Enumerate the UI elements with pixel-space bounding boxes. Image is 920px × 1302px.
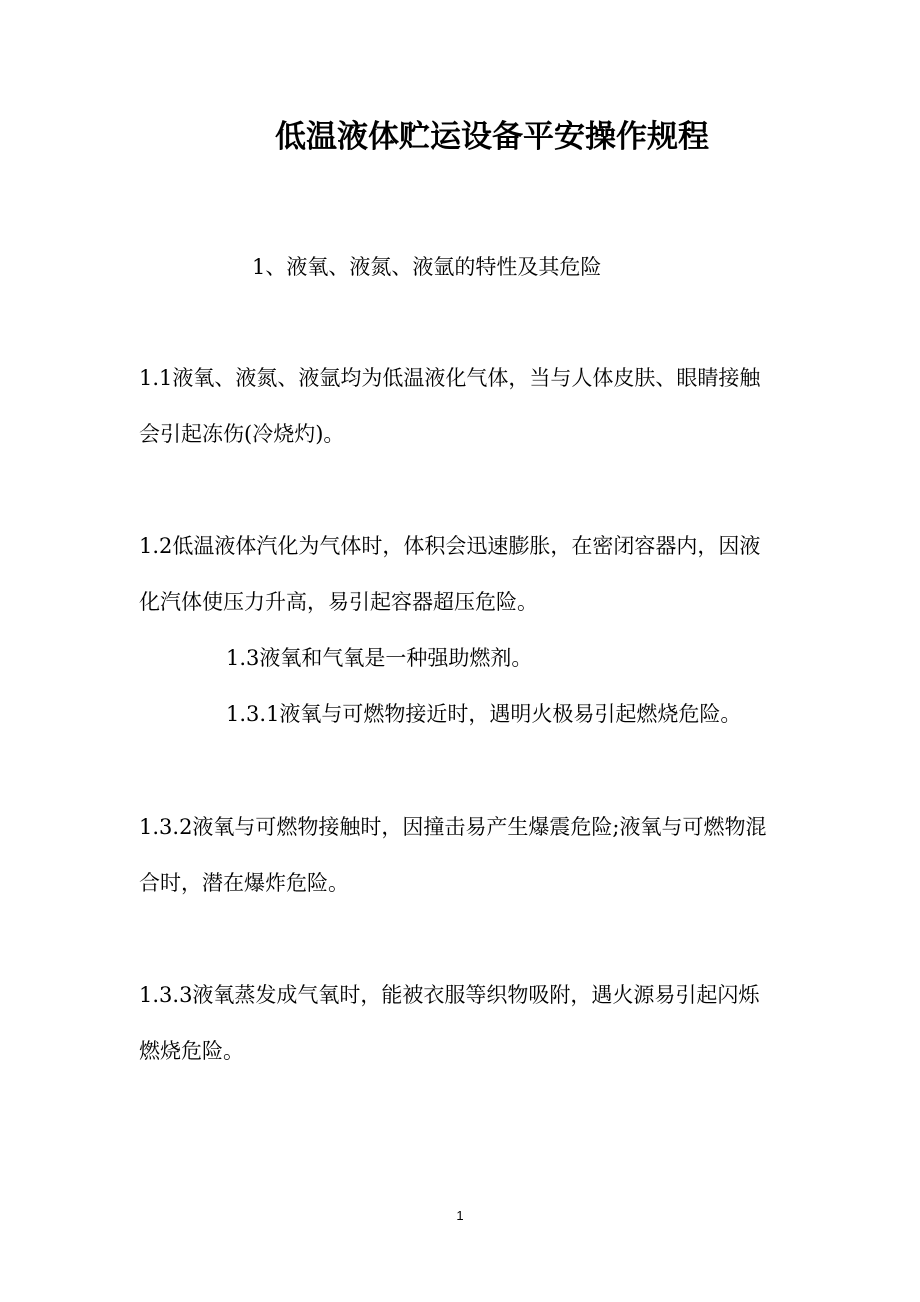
paragraph-5-line-1: 1.3.2液氧与可燃物接触时，因撞击易产生爆震危险;液氧与可燃物混	[139, 815, 767, 839]
paragraph-6-line-2: 燃烧危险。	[139, 1039, 244, 1063]
paragraph-1-line-2: 会引起冻伤(冷烧灼)。	[139, 422, 345, 446]
page-number: 1	[456, 1208, 464, 1223]
section-heading: 1、液氧、液氮、液氩的特性及其危险	[252, 255, 602, 279]
paragraph-5-line-2: 合时，潜在爆炸危险。	[139, 871, 349, 895]
paragraph-4: 1.3.1液氧与可燃物接近时，遇明火极易引起燃烧危险。	[226, 702, 742, 726]
paragraph-6-line-1: 1.3.3液氧蒸发成气氧时，能被衣服等织物吸附，遇火源易引起闪烁	[139, 983, 760, 1007]
paragraph-1-line-1: 1.1液氧、液氮、液氩均为低温液化气体，当与人体皮肤、眼睛接触	[139, 366, 761, 390]
document-title: 低温液体贮运设备平安操作规程	[275, 119, 709, 155]
paragraph-2-line-2: 化汽体使压力升高，易引起容器超压危险。	[139, 590, 538, 614]
paragraph-2-line-1: 1.2低温液体汽化为气体时，体积会迅速膨胀，在密闭容器内，因液	[139, 534, 761, 558]
paragraph-3: 1.3液氧和气氧是一种强助燃剂。	[226, 646, 533, 670]
